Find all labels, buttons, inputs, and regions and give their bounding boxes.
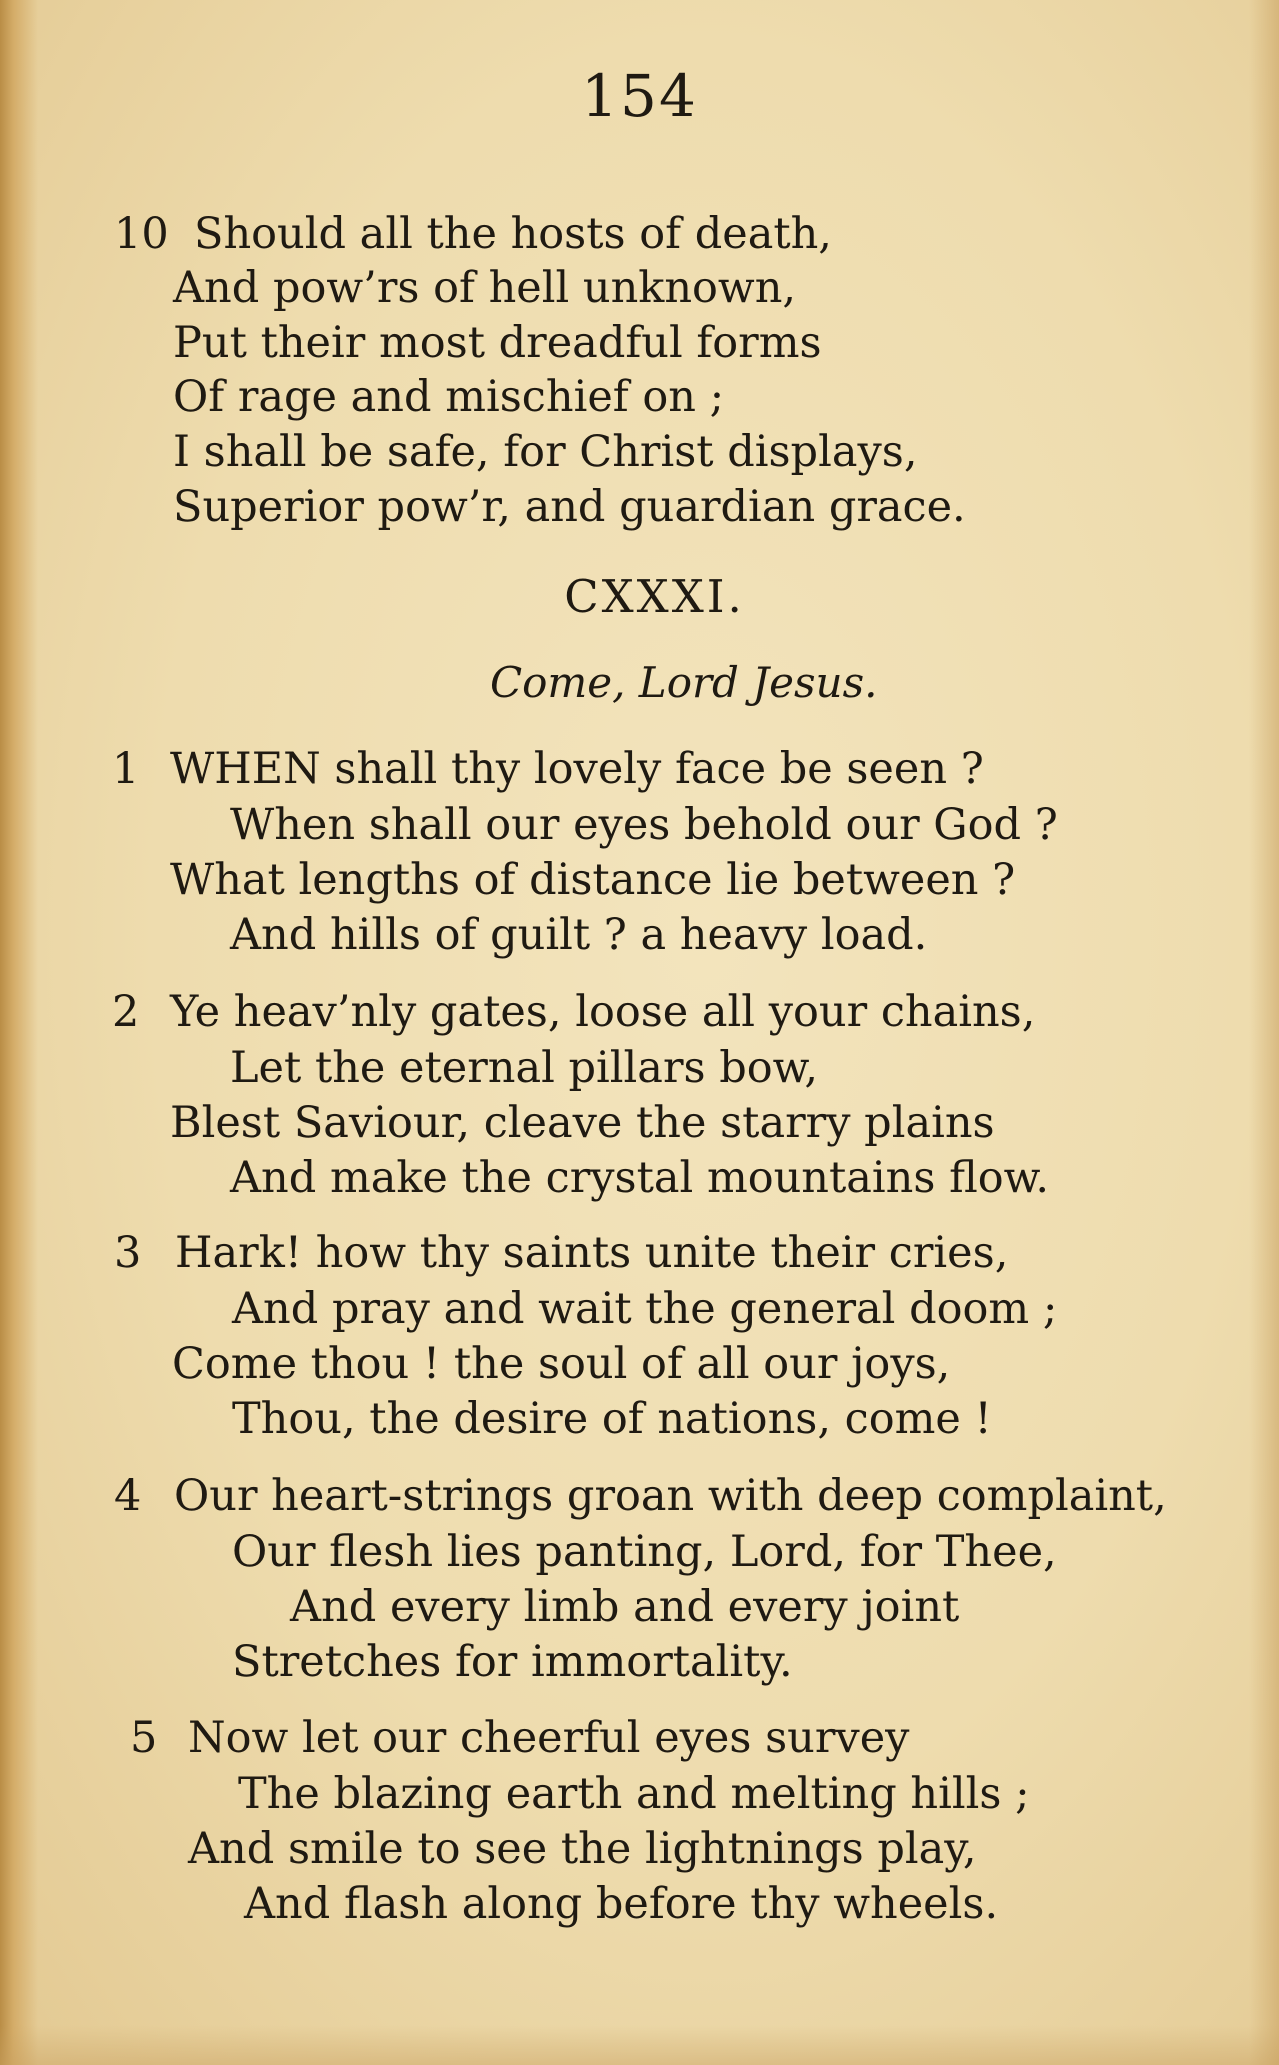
- verse-line: Hark! how thy saints unite their cries,: [175, 1228, 1009, 1278]
- page-number: 154: [581, 62, 698, 130]
- page-edge-bottom: [0, 2025, 1279, 2065]
- verse-line: Our heart-strings groan with deep complaint,: [174, 1471, 1167, 1521]
- verse-line: When shall our eyes behold our God ?: [230, 800, 1058, 850]
- verse-line: Let the eternal pillars bow,: [230, 1043, 819, 1093]
- verse-number: 2: [112, 987, 140, 1037]
- verse-line: Ye heav’nly gates, loose all your chains,: [170, 987, 1036, 1037]
- verse-line: Should all the hosts of death,: [194, 209, 832, 259]
- verse-line: The blazing earth and melting hills ;: [238, 1769, 1030, 1819]
- verse-line: And pray and wait the general doom ;: [232, 1284, 1058, 1334]
- verse-line: And hills of guilt ? a heavy load.: [230, 910, 928, 960]
- verse-line: What lengths of distance lie between ?: [170, 855, 1016, 905]
- verse-line: And make the crystal mountains flow.: [230, 1153, 1050, 1203]
- verse-line: Come thou ! the soul of all our joys,: [172, 1339, 951, 1389]
- hymn-title: Come, Lord Jesus.: [490, 658, 878, 707]
- verse-line: And smile to see the lightnings play,: [188, 1824, 977, 1874]
- verse-line: Now let our cheerful eyes survey: [188, 1713, 910, 1763]
- verse-number: 3: [114, 1228, 142, 1278]
- verse-line: Put their most dreadful forms: [173, 318, 822, 368]
- verse-line: And pow’rs of hell unknown,: [173, 263, 797, 313]
- verse-line: And flash along before thy wheels.: [244, 1879, 999, 1929]
- verse-line: And every limb and every joint: [290, 1582, 960, 1632]
- hymn-number: CXXXI.: [564, 570, 745, 623]
- page-edge-left: [0, 0, 38, 2065]
- page-edge-right: [1249, 0, 1279, 2065]
- verse-line: Blest Saviour, cleave the starry plains: [170, 1098, 995, 1148]
- verse-number: 5: [130, 1713, 158, 1763]
- verse-line: Our flesh lies panting, Lord, for Thee,: [232, 1527, 1057, 1577]
- verse-line: WHEN shall thy lovely face be seen ?: [170, 744, 984, 794]
- verse-number: 10: [114, 209, 169, 259]
- verse-line: Of rage and mischief on ;: [173, 372, 725, 422]
- verse-number: 4: [114, 1471, 142, 1521]
- verse-number: 1: [112, 744, 140, 794]
- verse-line: Thou, the desire of nations, come !: [232, 1394, 992, 1444]
- verse-line: Stretches for immortality.: [232, 1637, 793, 1687]
- verse-line: Superior pow’r, and guardian grace.: [173, 482, 966, 532]
- verse-line: I shall be safe, for Christ displays,: [173, 427, 918, 477]
